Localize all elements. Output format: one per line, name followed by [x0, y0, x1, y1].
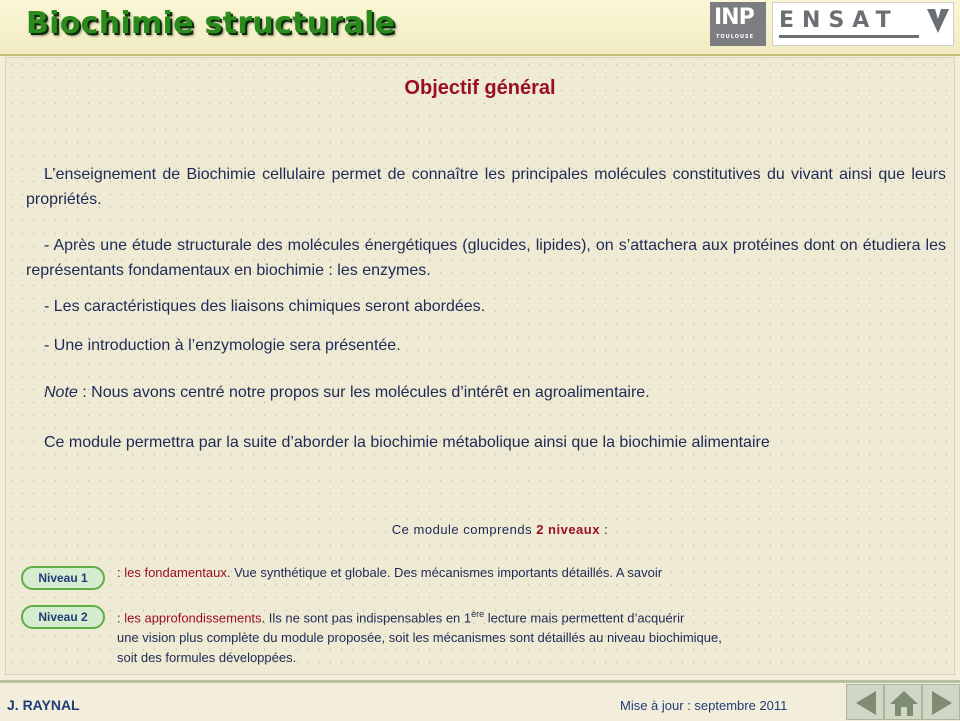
institution-logos — [710, 2, 954, 46]
intro-paragraph: L’enseignement de Biochimie cellulaire permet de connaître les principales molécules constitutives du vivant ainsi que leurs propriétés. — [26, 166, 946, 208]
ensat-logo-underline — [779, 35, 919, 38]
level-1-prefix: : — [117, 565, 125, 580]
note-paragraph — [26, 380, 946, 405]
leaf-icon — [925, 5, 951, 35]
level-2-button[interactable]: Niveau 2 — [21, 605, 105, 629]
level-2-line-3: soit des formules développées. — [117, 650, 297, 666]
level-2-prefix: : — [117, 610, 125, 626]
triangle-right-icon — [923, 685, 960, 721]
update-date: Mise à jour : septembre 2011 — [620, 698, 788, 713]
level-2-line-2: une vision plus complète du module proposée, soit les mécanismes sont détaillés au niveau biochimique, — [117, 630, 722, 646]
level-1-button[interactable]: Niveau 1 — [21, 566, 105, 590]
next-button[interactable] — [922, 684, 960, 720]
home-button[interactable] — [884, 684, 922, 720]
triangle-left-icon — [847, 685, 885, 721]
note-label: Note — [44, 384, 78, 401]
author-name: J. RAYNAL — [7, 697, 80, 713]
inp-logo — [710, 2, 766, 46]
note-text: : Nous avons centré notre propos sur les molécules d’intérêt en agroalimentaire. — [77, 384, 650, 401]
level-2-description — [117, 604, 937, 668]
levels-summary-suffix: : — [599, 522, 609, 537]
level-2-superscript: ère — [471, 609, 485, 619]
bonds-paragraph: - Les caractéristiques des liaisons chimiques seront abordées. — [44, 298, 486, 315]
level-1-term: les fondamentaux — [124, 565, 227, 580]
section-heading: Objectif général — [404, 77, 556, 99]
inp-logo-text: INP — [714, 5, 754, 30]
ensat-logo-text: ENSAT — [779, 8, 899, 33]
structure-paragraph: - Après une étude structurale des molécules énergétiques (glucides, lipides), on s’attachera aux protéines dont on étudiera les représentants fondamentaux en biochimie : les enzymes. — [26, 237, 946, 279]
ensat-logo — [772, 2, 954, 46]
footer-bar — [0, 683, 960, 720]
levels-count: 2 niveaux — [536, 522, 600, 537]
level-2-term: les approfondissements — [124, 610, 262, 626]
previous-button[interactable] — [846, 684, 884, 720]
home-icon — [885, 685, 923, 721]
levels-summary-prefix: Ce module comprends — [391, 522, 537, 537]
level-1-description — [117, 563, 937, 583]
level-2-text-a: . Ils ne sont pas indispensables en 1 — [261, 610, 472, 626]
level-1-text: . Vue synthétique et globale. Des mécanismes importants détaillés. A savoir — [226, 565, 663, 580]
level-2-text-b: lecture mais permettent d’acquérir — [484, 610, 685, 626]
levels-summary — [0, 522, 960, 537]
page-title: Biochimie structurale — [26, 6, 396, 41]
enzymology-paragraph: - Une introduction à l’enzymologie sera présentée. — [44, 337, 401, 354]
inp-logo-subtext: TOULOUSE — [716, 34, 755, 40]
outlook-paragraph: Ce module permettra par la suite d’aborder la biochimie métabolique ainsi que la biochimie alimentaire — [44, 434, 770, 451]
